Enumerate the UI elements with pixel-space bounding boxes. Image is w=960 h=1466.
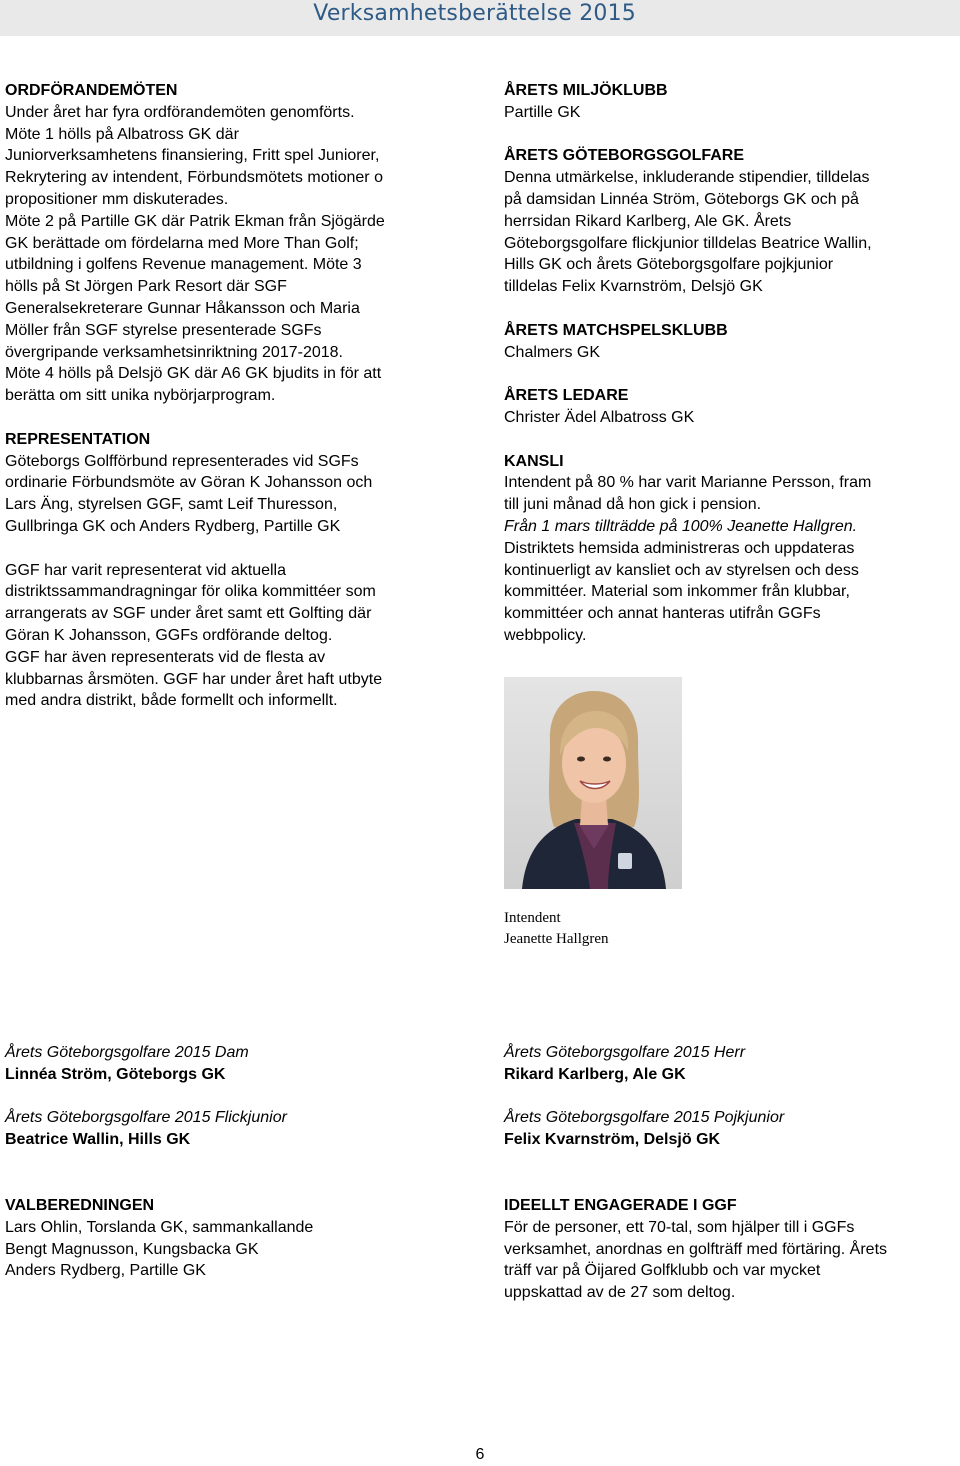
section-ideellt-engagerade — [504, 1195, 960, 1304]
text-line: Lars Ohlin, Torslanda GK, sammankallande — [5, 1218, 314, 1236]
document-title: Verksamhetsberättelse 2015 — [313, 1, 636, 26]
text-line: Möte 1 hölls på Albatross GK där — [5, 125, 239, 143]
text-line: Möte 4 hölls på Delsjö GK där A6 GK bjudits in för att — [5, 365, 382, 383]
section-heading: KANSLI — [504, 452, 564, 470]
text-line: Lars Äng, styrelsen GGF, samt Leif Thuresson, — [5, 496, 338, 514]
text-line: Distriktets hemsida administreras och uppdateras — [504, 539, 855, 557]
text-line: distriktssammandragningar för olika kommittéer som — [5, 583, 376, 601]
text-line: propositioner mm diskuterades. — [5, 190, 229, 208]
section-heading: REPRESENTATION — [5, 430, 151, 448]
award-title: Årets Göteborgsgolfare 2015 Herr — [504, 1044, 746, 1061]
spacer — [5, 407, 475, 429]
section-arets-miljoklubb — [504, 80, 960, 124]
section-heading: ÅRETS MILJÖKLUBB — [504, 82, 668, 99]
text-line: Rekrytering av intendent, Förbundsmötets motioner o — [5, 169, 383, 187]
text-line: Denna utmärkelse, inkluderande stipendier, tilldelas — [504, 169, 870, 187]
text-line: ordinarie Förbundsmöte av Göran K Johansson och — [5, 474, 373, 492]
text-line: Göran K Johansson, GGFs ordförande deltog. — [5, 626, 333, 644]
text-line: Generalsekreterare Gunnar Håkansson och Maria — [5, 299, 360, 317]
award-dam — [5, 1042, 249, 1086]
text-line: GK berättade om fördelarna med More Than Golf; — [5, 234, 359, 252]
award-title: Årets Göteborgsgolfare 2015 Flickjunior — [5, 1109, 287, 1126]
portrait-photo — [504, 677, 682, 889]
text-line: Göteborgsgolfare flickjunior tilldelas Beatrice Wallin, — [504, 234, 872, 252]
award-winner: Linnéa Ström, Göteborgs GK — [5, 1065, 226, 1083]
text-line: För de personer, ett 70-tal, som hjälper till i GGFs — [504, 1218, 855, 1236]
spacer — [504, 363, 960, 385]
text-line: Under året har fyra ordförandemöten genomförts. — [5, 103, 355, 121]
award-flickjunior — [5, 1107, 287, 1151]
award-winner: Rikard Karlberg, Ale GK — [504, 1065, 686, 1083]
text-line: GGF har varit representerat vid aktuella — [5, 561, 287, 579]
section-heading: ÅRETS GÖTEBORGSGOLFARE — [504, 147, 745, 165]
text-line: kommittéer och annat hanteras utifrån GGFs — [504, 605, 821, 623]
text-line: verksamhet, anordnas en golfträff med förtäring. Årets — [504, 1240, 888, 1258]
spacer — [5, 538, 475, 560]
text-line: utbildning i golfens Revenue management. Möte 3 — [5, 256, 362, 274]
photo-caption — [504, 908, 609, 950]
text-line: Från 1 mars tillträdde på 100% Jeanette Hallgren. — [504, 517, 858, 535]
text-line: Göteborgs Golfförbund representerades vid SGFs — [5, 452, 359, 470]
section-arets-ledare — [504, 385, 960, 429]
text-line: Intendent på 80 % har varit Marianne Persson, fram — [504, 474, 872, 492]
text-line: Christer Ädel Albatross GK — [504, 408, 695, 426]
section-arets-goteborgsgolfare — [504, 145, 960, 298]
spacer — [504, 124, 960, 146]
text-line: övergripande verksamhetsinriktning 2017-2018. — [5, 343, 343, 361]
text-line: tilldelas Felix Kvarnström, Delsjö GK — [504, 278, 763, 296]
text-line: Bengt Magnusson, Kungsbacka GK — [5, 1240, 259, 1258]
award-winner: Beatrice Wallin, Hills GK — [5, 1130, 191, 1148]
page-header — [0, 0, 960, 36]
text-line: Anders Rydberg, Partille GK — [5, 1262, 206, 1280]
award-pojkjunior — [504, 1107, 784, 1151]
text-line: till juni månad då hon gick i pension. — [504, 496, 762, 514]
text-line: arrangerats av SGF under året samt ett Golfting där — [5, 605, 372, 623]
caption-name: Jeanette Hallgren — [504, 931, 609, 947]
text-line: Partille GK — [504, 103, 581, 121]
section-ordforandemoten — [5, 80, 475, 407]
award-winner: Felix Kvarnström, Delsjö GK — [504, 1130, 721, 1148]
spacer — [504, 298, 960, 320]
text-line: på damsidan Linnéa Ström, Göteborgs GK och på — [504, 190, 859, 208]
section-heading: ÅRETS LEDARE — [504, 387, 629, 405]
text-line: kontinuerligt av kansliet och av styrelsen och dess — [504, 561, 859, 579]
spacer — [504, 429, 960, 451]
award-title: Årets Göteborgsgolfare 2015 Pojkjunior — [504, 1109, 785, 1126]
section-heading: ORDFÖRANDEMÖTEN — [5, 82, 178, 99]
text-line: med andra distrikt, både formellt och informellt. — [5, 692, 338, 710]
portrait-illustration — [504, 677, 682, 889]
text-line: hölls på St Jörgen Park Resort där SGF — [5, 278, 287, 296]
section-heading: IDEELLT ENGAGERADE I GGF — [504, 1197, 737, 1214]
caption-role: Intendent — [504, 910, 561, 926]
text-line: Möller från SGF styrelse presenterade SGFs — [5, 321, 322, 339]
section-kansli — [504, 451, 960, 647]
section-heading: VALBEREDNINGEN — [5, 1197, 155, 1214]
text-line: kommittéer. Material som inkommer från klubbar, — [504, 583, 850, 601]
text-line: GGF har även representerats vid de flesta av — [5, 648, 326, 666]
right-column — [504, 80, 960, 647]
text-line: träff var på Öijared Golfklubb och var mycket — [504, 1262, 821, 1280]
text-line: Gullbringa GK och Anders Rydberg, Partille GK — [5, 517, 341, 535]
section-representation — [5, 429, 475, 712]
text-line: Hills GK och årets Göteborgsgolfare pojkjunior — [504, 256, 834, 274]
text-line: berätta om sitt unika nybörjarprogram. — [5, 387, 276, 405]
section-arets-matchspelsklubb — [504, 320, 960, 364]
section-heading: ÅRETS MATCHSPELSKLUBB — [504, 321, 728, 339]
text-line: Juniorverksamhetens finansiering, Fritt spel Juniorer, — [5, 147, 380, 165]
text-line: Chalmers GK — [504, 343, 601, 361]
text-line: herrsidan Rikard Karlberg, Ale GK. Årets — [504, 212, 792, 230]
text-line: uppskattad av de 27 som deltog. — [504, 1284, 736, 1302]
text-line: klubbarnas årsmöten. GGF har under året haft utbyte — [5, 670, 383, 688]
text-line: Möte 2 på Partille GK där Patrik Ekman från Sjögärde — [5, 212, 385, 230]
award-herr — [504, 1042, 745, 1086]
page-number: 6 — [475, 1446, 485, 1463]
left-column — [5, 80, 475, 712]
award-title: Årets Göteborgsgolfare 2015 Dam — [5, 1044, 249, 1061]
text-line: webbpolicy. — [504, 626, 587, 644]
section-valberedningen — [5, 1195, 475, 1282]
